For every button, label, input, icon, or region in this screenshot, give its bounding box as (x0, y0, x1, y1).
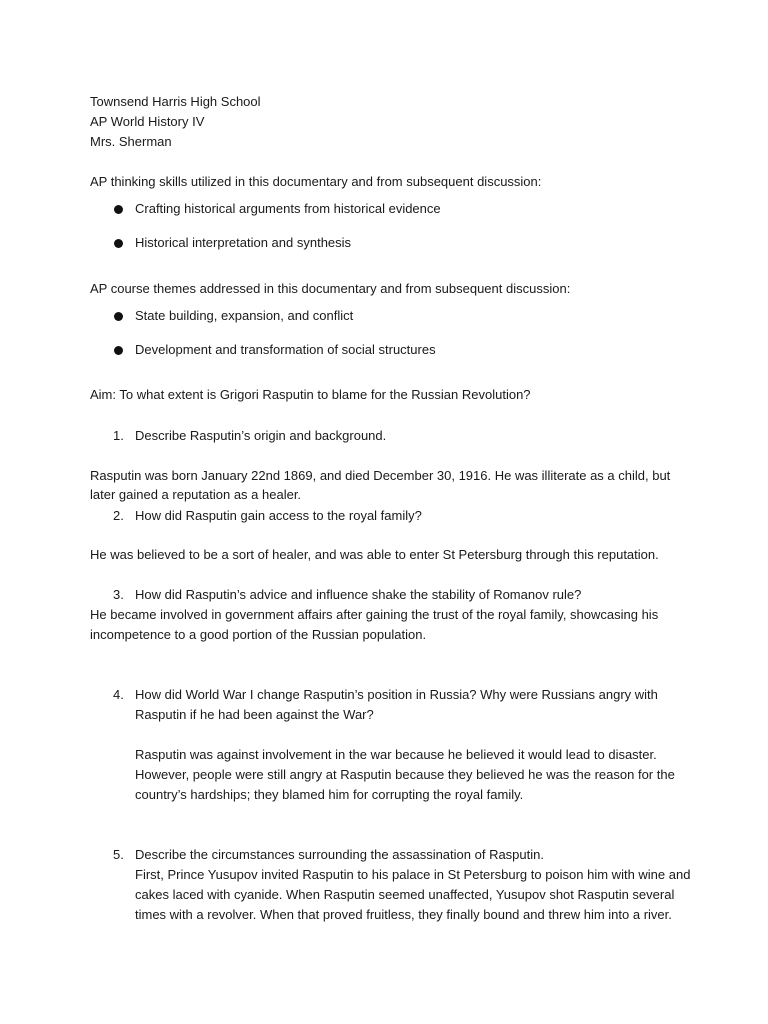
question-text: How did Rasputin gain access to the royal family? (135, 508, 422, 523)
question-number: 3. (113, 587, 124, 602)
bullet-icon (114, 239, 123, 248)
answer-text: First, Prince Yusupov invited Rasputin to his palace in St Petersburg to poison him with wine and (135, 867, 691, 882)
question-text: Rasputin if he had been against the War? (135, 707, 374, 722)
question-text: Describe the circumstances surrounding the assassination of Rasputin. (135, 847, 544, 862)
question-number: 1. (113, 428, 124, 443)
theme-item: Development and transformation of social structures (135, 342, 436, 357)
question-text: Describe Rasputin’s origin and background. (135, 428, 387, 443)
answer-text: He was believed to be a sort of healer, and was able to enter St Petersburg through this reputation. (90, 547, 659, 562)
theme-item: State building, expansion, and conflict (135, 308, 354, 323)
question-number: 5. (113, 847, 124, 862)
teacher-name: Mrs. Sherman (90, 134, 172, 149)
question-text: How did World War I change Rasputin’s position in Russia? Why were Russians angry with (135, 687, 658, 702)
answer-text: later gained a reputation as a healer. (90, 487, 302, 502)
course-name: AP World History IV (90, 114, 205, 129)
school-name: Townsend Harris High School (90, 94, 261, 109)
answer-text: However, people were still angry at Rasputin because they believed he was the reason for the (135, 767, 675, 782)
bullet-icon (114, 205, 123, 214)
question-number: 4. (113, 687, 124, 702)
answer-text: country’s hardships; they blamed him for corrupting the royal family. (135, 787, 524, 802)
answer-text: He became involved in government affairs after gaining the trust of the royal family, showcasing his (90, 607, 659, 622)
answer-text: Rasputin was born January 22nd 1869, and died December 30, 1916. He was illiterate as a child, but (90, 468, 671, 483)
answer-text: incompetence to a good portion of the Russian population. (90, 627, 427, 642)
question-text: How did Rasputin’s advice and influence shake the stability of Romanov rule? (135, 587, 582, 602)
answer-text: Rasputin was against involvement in the war because he believed it would lead to disaster. (135, 747, 657, 762)
skills-intro: AP thinking skills utilized in this documentary and from subsequent discussion: (90, 174, 542, 189)
aim-statement: Aim: To what extent is Grigori Rasputin to blame for the Russian Revolution? (90, 387, 531, 402)
answer-text: times with a revolver. When that proved fruitless, they finally bound and threw him into a river. (135, 907, 672, 922)
skill-item: Crafting historical arguments from historical evidence (135, 201, 441, 216)
themes-intro: AP course themes addressed in this documentary and from subsequent discussion: (90, 281, 571, 296)
bullet-icon (114, 346, 123, 355)
question-number: 2. (113, 508, 124, 523)
skill-item: Historical interpretation and synthesis (135, 235, 352, 250)
bullet-icon (114, 312, 123, 321)
answer-text: cakes laced with cyanide. When Rasputin seemed unaffected, Yusupov shot Rasputin several (135, 887, 675, 902)
